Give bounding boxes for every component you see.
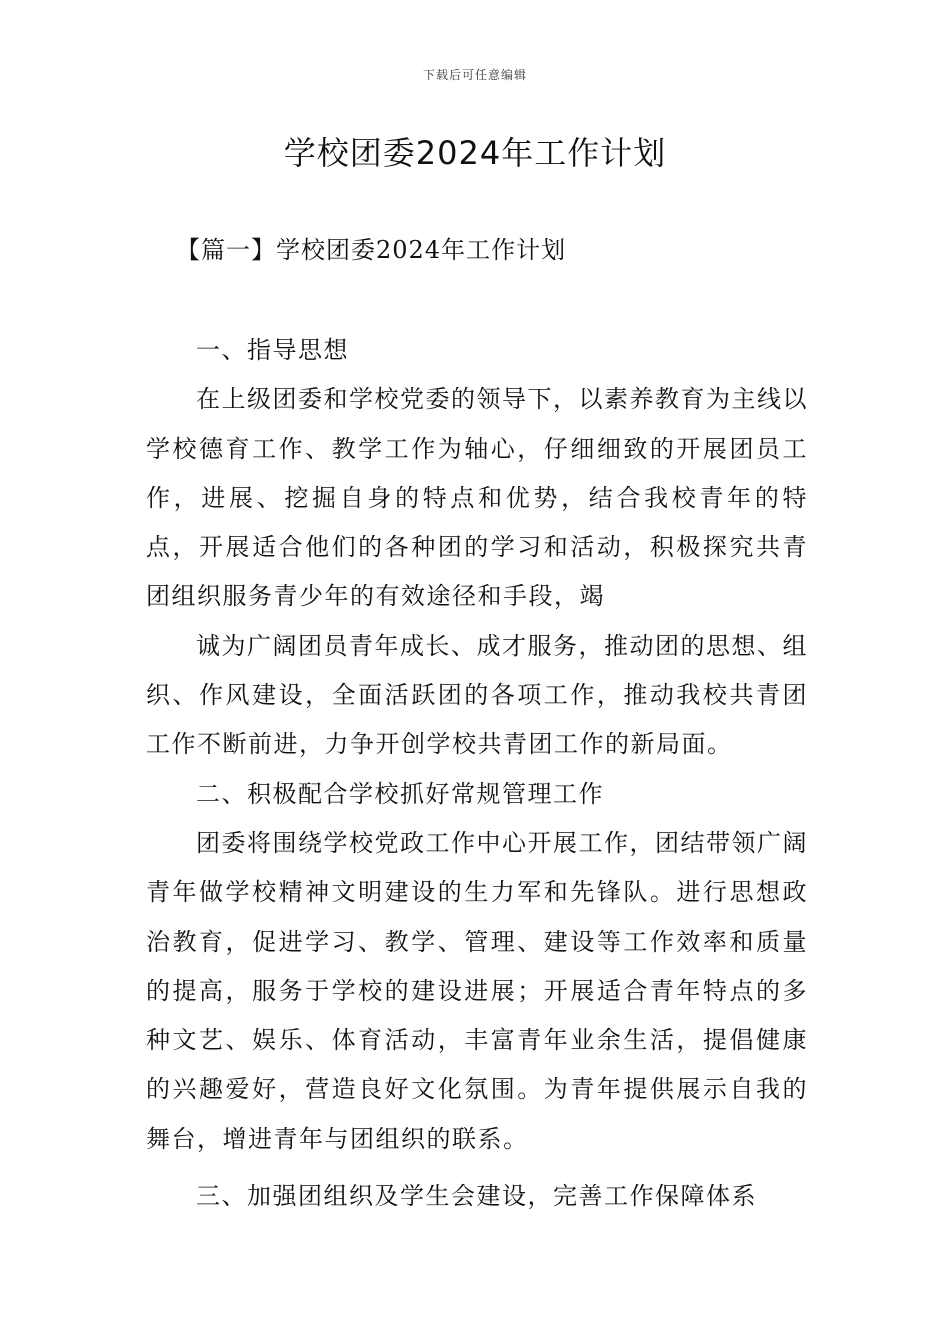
paragraph-guiding-ideology-continued: 诚为广阔团员青年成长、成才服务，推动团的思想、组织、作风建设，全面活跃团的各项工作，推动我校共青团工作不断前进，力争开创学校共青团工作的新局面。 <box>146 631 808 759</box>
paragraph-routine-management: 团委将围绕学校党政工作中心开展工作，团结带领广阔青年做学校精神文明建设的生力军和先锋队。进行思想政治教育，促进学习、教学、管理、建设等工作效率和质量的提高，服务于学校的建设进展；开展适合青年特点的多种文艺、娱乐、体育活动，丰富青年业余生活，提倡健康的兴趣爱好，营造良好文化氛围。为青年提供展示自我的舞台，增进青年与团组织的联系。 <box>146 828 808 1153</box>
document-body <box>146 326 808 1221</box>
header-note: 下载后可任意编辑 <box>422 68 527 82</box>
paragraph-guiding-ideology: 在上级团委和学校党委的领导下，以素养教育为主线以学校德育工作、教学工作为轴心，仔细细致的开展团员工作，进展、挖掘自身的特点和优势，结合我校青年的特点，开展适合他们的各种团的学习和活动，积极探究共青团组织服务青少年的有效途径和手段，竭 <box>146 385 808 611</box>
section-subtitle: 【篇一】学校团委2024年工作计划 <box>176 236 567 264</box>
heading-guiding-ideology: 一、指导思想 <box>196 336 349 364</box>
heading-organization-building: 三、加强团组织及学生会建设，完善工作保障体系 <box>196 1182 757 1211</box>
heading-routine-management: 二、积极配合学校抓好常规管理工作 <box>196 779 604 808</box>
document-title: 学校团委2024年工作计划 <box>283 134 667 172</box>
